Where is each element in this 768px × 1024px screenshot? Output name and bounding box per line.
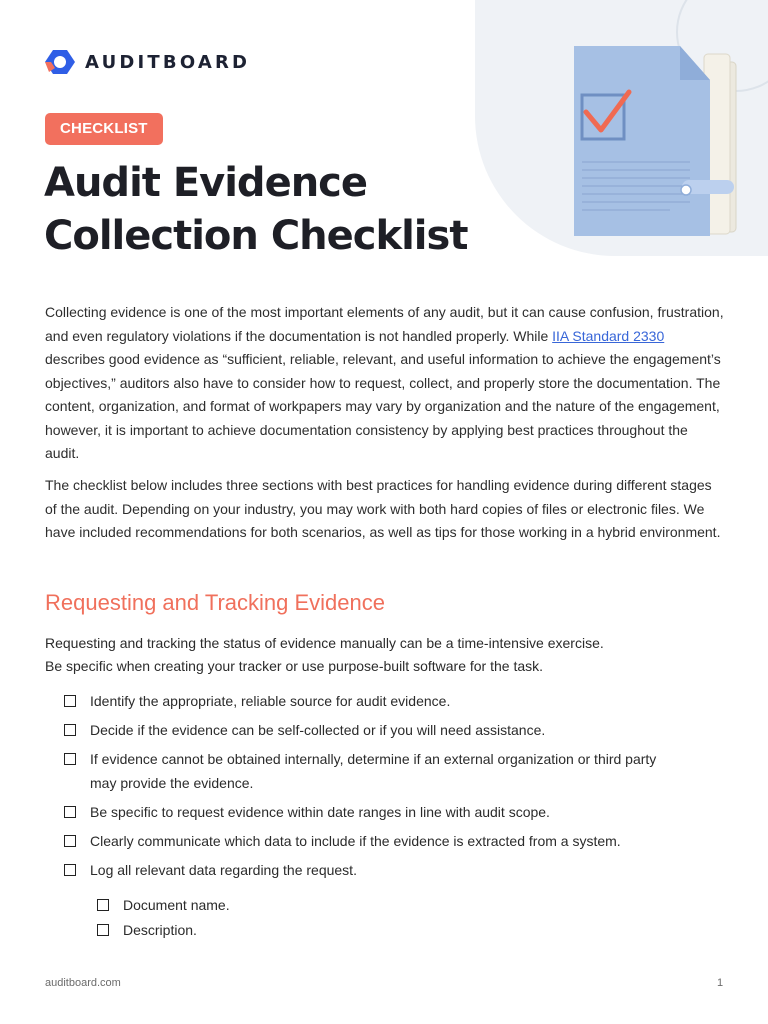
checklist-item xyxy=(64,859,684,883)
checklist-item xyxy=(64,690,684,714)
checklist-item-text: Decide if the evidence can be self-collected or if you will need assistance. xyxy=(90,722,546,738)
section-intro-line-1: Requesting and tracking the status of evidence manually can be a time-intensive exercise. xyxy=(45,635,604,651)
checkbox[interactable] xyxy=(97,924,109,936)
section-intro-line-2: Be specific when creating your tracker or use purpose-built software for the task. xyxy=(45,658,544,674)
evidence-sub-checklist xyxy=(97,894,597,944)
checkbox[interactable] xyxy=(64,695,76,707)
checklist-item xyxy=(64,830,684,854)
checklist-item-text: Log all relevant data regarding the request. xyxy=(90,861,357,878)
brand-name: AUDITBOARD xyxy=(85,51,251,73)
checkbox[interactable] xyxy=(64,753,76,765)
intro-paragraph-2: The checklist below includes three sections with best practices for handling evidence during different stages of the audit. Depending on your industry, you may work with both hard copies of files or electronic files. We have included recommendations for both scenarios, as well as tips for those working in a hybrid environment. xyxy=(45,477,721,540)
title-line-1: Audit Evidence xyxy=(44,160,368,206)
checklist-item xyxy=(64,748,684,795)
checkbox[interactable] xyxy=(64,806,76,818)
checklist-item-text: Identify the appropriate, reliable source for audit evidence. xyxy=(90,693,451,709)
page-title xyxy=(44,157,514,263)
checklist-badge: CHECKLIST xyxy=(45,113,163,145)
sub-checklist-item-text: Document name. xyxy=(123,897,230,913)
section-intro xyxy=(45,632,725,678)
folder-checkmark-icon xyxy=(560,40,745,240)
sub-checklist-item xyxy=(97,894,597,918)
intro-paragraph-1 xyxy=(45,301,725,466)
checkbox[interactable] xyxy=(64,835,76,847)
intro-text-after-link: describes good evidence as “sufficient, reliable, relevant, and useful information to achieve the engagement’s objectives,” auditors also have to consider how to request, collect, and properly store the documentation. The content, organization, and format of workpapers may vary by organization and the nature of the engagement, however, it is important to achieve documentation consistency by applying best practices throughout the audit. xyxy=(45,351,721,461)
checklist-item-text: If evidence cannot be obtained internally, determine if an external organization or third party may provide the evidence. xyxy=(90,751,657,791)
checkbox[interactable] xyxy=(64,864,76,876)
brand-logo xyxy=(45,48,250,76)
checklist-item-text: Be specific to request evidence within date ranges in line with audit scope. xyxy=(90,803,550,820)
checklist-item xyxy=(64,801,684,825)
sub-checklist-item-text: Description. xyxy=(123,922,197,938)
checkbox[interactable] xyxy=(97,899,109,911)
auditboard-logo-icon xyxy=(45,48,75,76)
evidence-checklist xyxy=(64,690,684,888)
checklist-item-text: Clearly communicate which data to include if the evidence is extracted from a system. xyxy=(90,832,621,849)
checklist-item xyxy=(64,719,684,743)
checkbox[interactable] xyxy=(64,724,76,736)
page-number: 1 xyxy=(717,977,724,989)
title-line-2: Collection Checklist xyxy=(44,213,468,259)
intro-text-before-link: Collecting evidence is one of the most important elements of any audit, but it can cause confusion, frustration, and even regulatory violations if the documentation is not handled properly. While xyxy=(45,304,724,344)
section-heading: Requesting and Tracking Evidence xyxy=(45,590,385,615)
iia-standard-link[interactable]: IIA Standard 2330 xyxy=(552,327,665,344)
footer-url[interactable]: auditboard.com xyxy=(45,977,121,989)
sub-checklist-item xyxy=(97,919,597,943)
